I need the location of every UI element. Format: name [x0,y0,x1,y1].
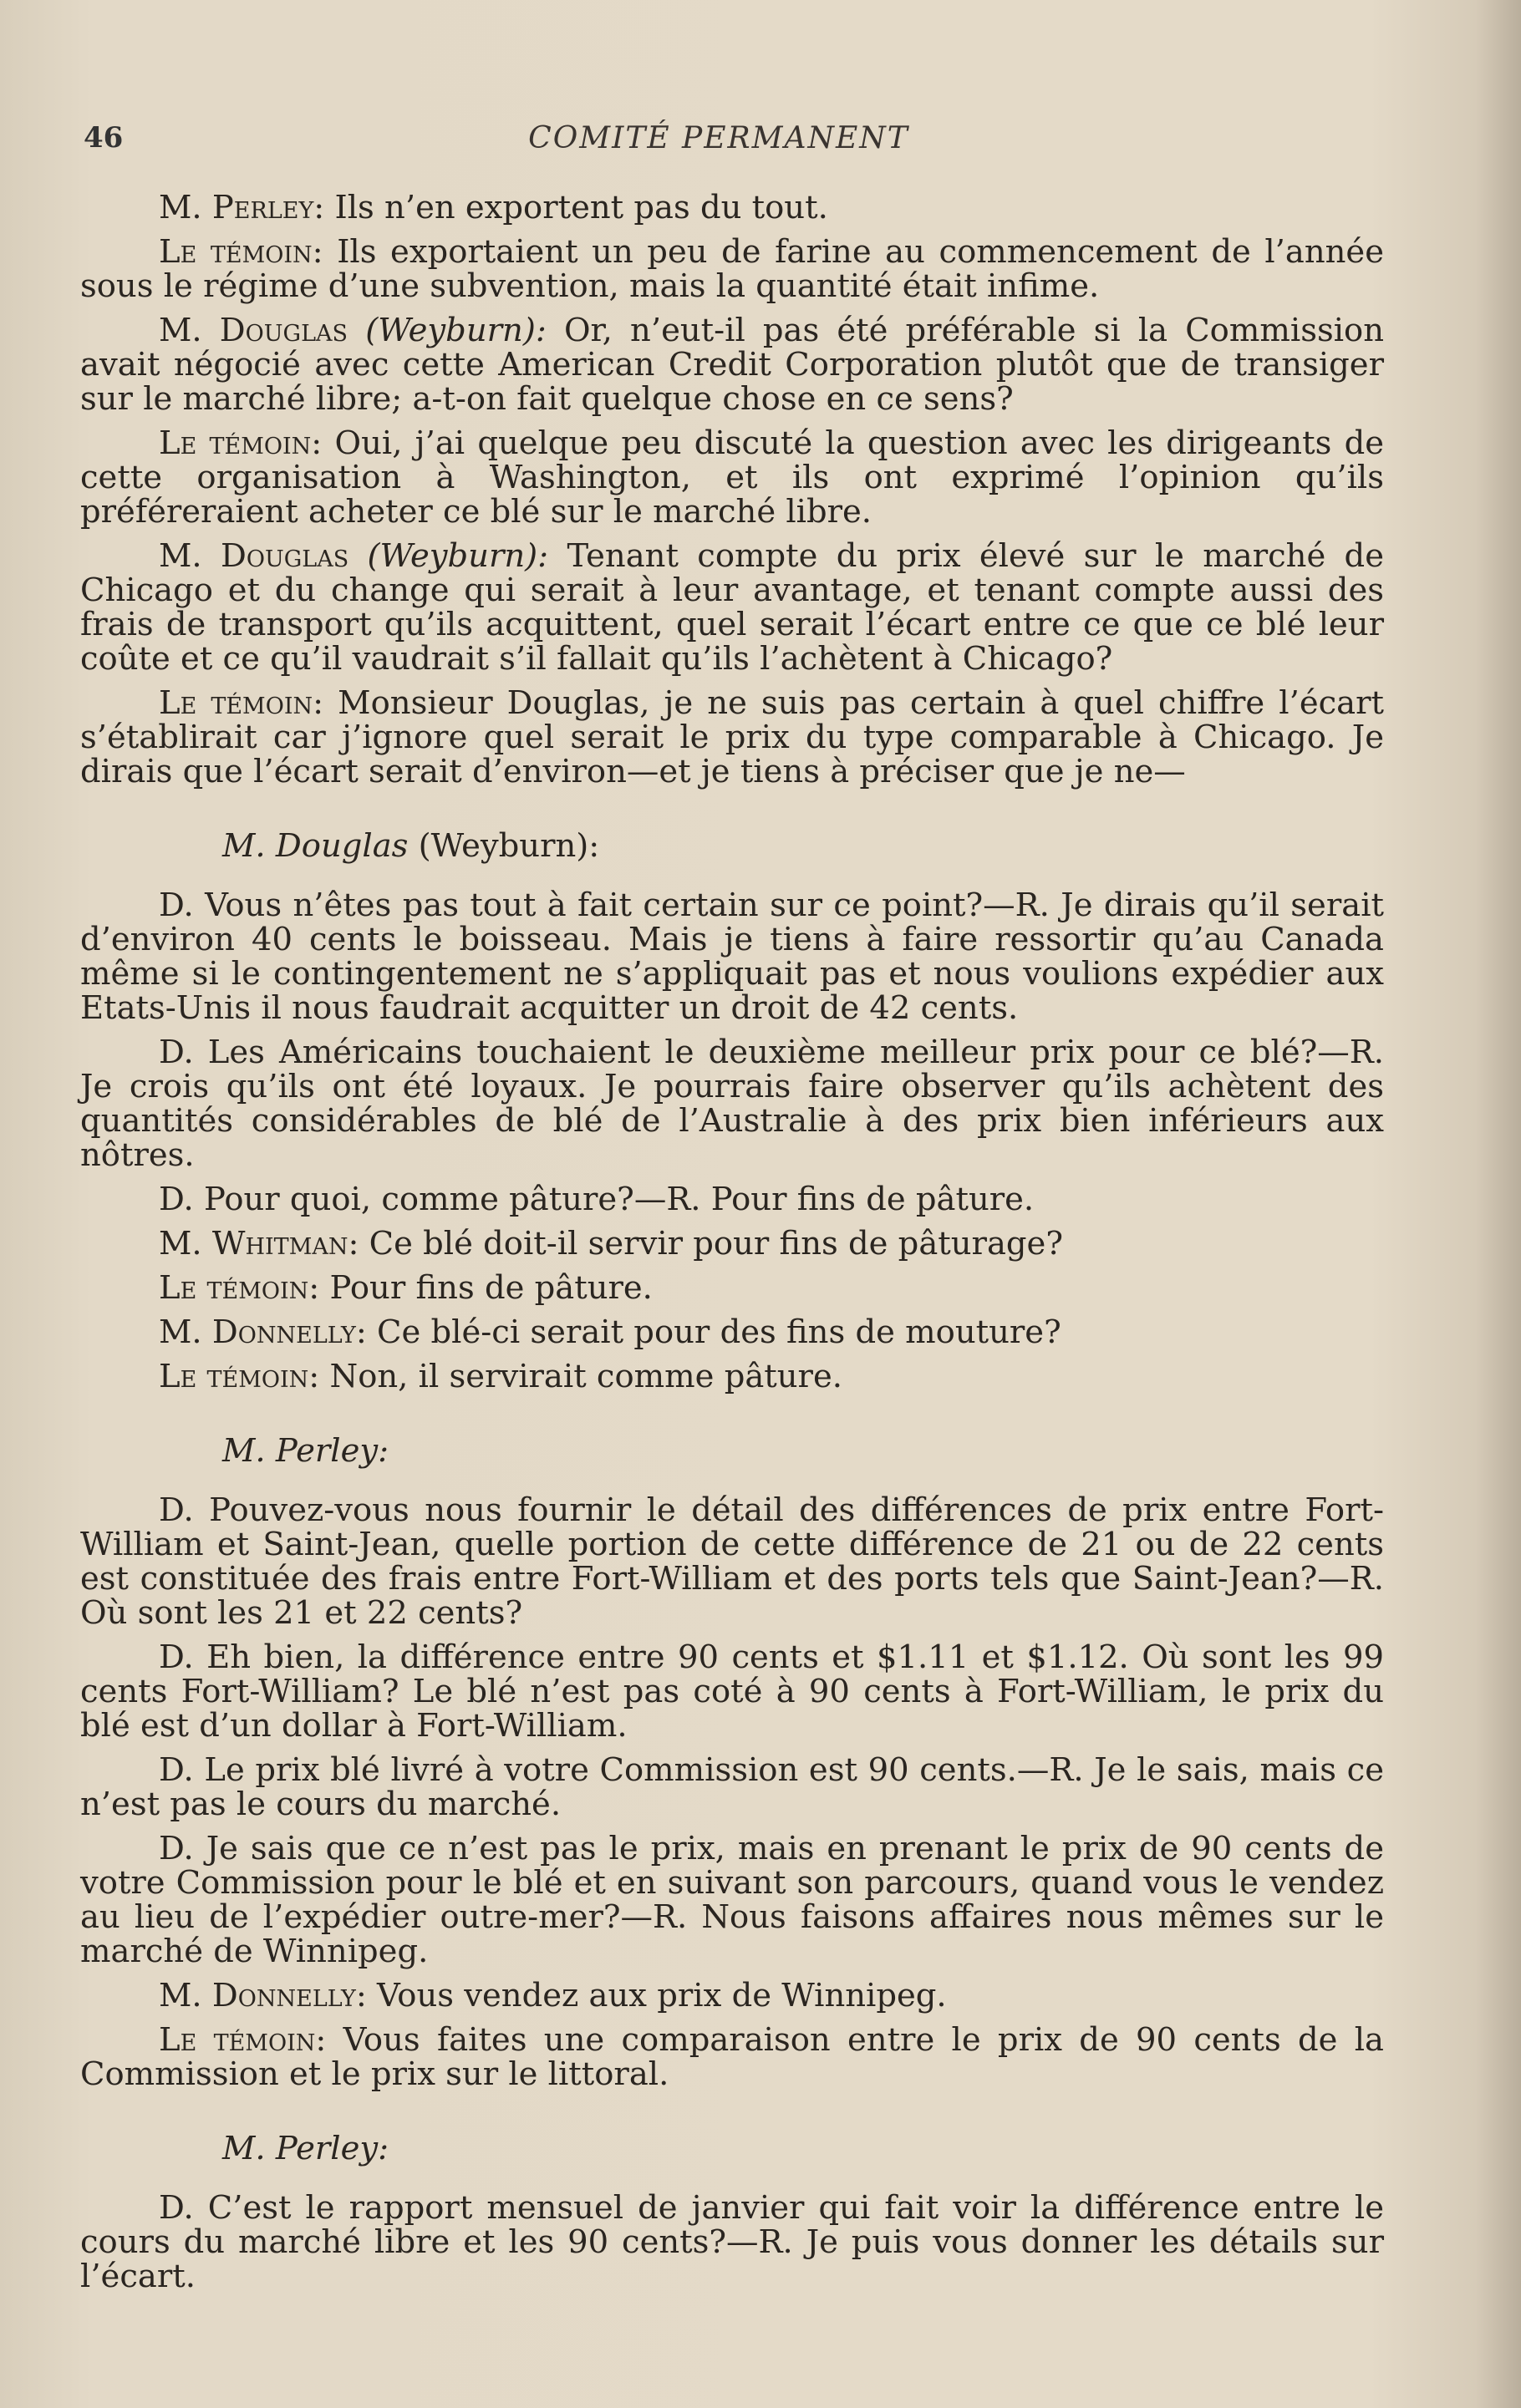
paragraph [80,1315,1384,1349]
paragraph-text: Tenant compte du prix élevé sur le marché de Chicago et du change qui serait à leur avantage, et tenant compte aussi des frais de transport qu’ils acquittent, quel serait l’écart entre ce que ce blé leur coûte et ce qu’il vaudrait s’il fallait qu’ils l’achètent à Chicago? [80,537,1384,678]
section-subheading [80,1434,1384,1468]
paragraph-text: D. Le prix blé livré à votre Commission est 90 cents.—R. Je le sais, mais ce n’est pas le cours du marché. [80,1751,1384,1823]
paragraph-text: Non, il servirait comme pâture. [319,1358,842,1395]
paragraph-text: D. C’est le rapport mensuel de janvier qui fait voir la différence entre le cours du marché libre et les 90 cents?—R. Je puis vous donner les détails sur l’écart. [80,2189,1384,2295]
paragraph [80,1979,1384,2013]
paragraph [80,1035,1384,1172]
paragraph [80,1182,1384,1217]
subheading-name: M. Perley: [222,2130,389,2167]
speaker-name: M. Whitman: [159,1225,359,1262]
section-subheading [80,2131,1384,2166]
paragraph-text: Oui, j’ai quelque peu discuté la question avec les dirigeants de cette organisation à Washington, et ils ont exprimé l’opinion qu’ils préféreraient acheter ce blé sur le marché libre. [80,424,1384,531]
paragraph-text: D. Vous n’êtes pas tout à fait certain sur ce point?—R. Je dirais qu’il serait d’environ 40 cents le boisseau. Mais je tiens à faire ressortir qu’au Canada même si le contingentement ne s’appliquait pas et nous voulions expédier aux Etats-Unis il nous faudrait acquitter un droit de 42 cents. [80,886,1384,1027]
page-number: 46 [84,121,124,155]
paragraph [80,1493,1384,1630]
paragraph-text: D. Je sais que ce n’est pas le prix, mais en prenant le prix de 90 cents de votre Commission pour le blé et en suivant son parcours, quand vous le vendez au lieu de l’expédier outre-mer?—R. Nous faisons affaires nous mêmes sur le marché de Winnipeg. [80,1830,1384,1970]
paragraph-text: Pour fins de pâture. [319,1269,653,1307]
paragraph [80,539,1384,676]
paragraph-text: D. Eh bien, la différence entre 90 cents et $1.11 et $1.12. Où sont les 99 cents Fort-William? Le blé n’est pas coté à 90 cents à Fort-William, le prix du blé est d’un dollar à Fort-William. [80,1638,1384,1745]
speaker-name: Le témoin: [159,1269,320,1307]
section-subheading [80,829,1384,863]
paragraph-text: D. Pouvez-vous nous fournir le détail des différences de prix entre Fort-William et Saint-Jean, quelle portion de cette différence de 21 ou de 22 cents est constituée des frais entre Fort-William et des ports tels que Saint-Jean?—R. Où sont les 21 et 22 cents? [80,1491,1384,1632]
document-body [80,191,1384,2304]
speaker-name: Le témoin: [159,684,324,722]
paragraph-text: Monsieur Douglas, je ne suis pas certain à quel chiffre l’écart s’établirait car j’ignore quel serait le prix du type comparable à Chicago. Je dirais que l’écart serait d’environ—et je tiens à préciser que je ne— [80,684,1384,790]
paragraph [80,2023,1384,2091]
paragraph-text: D. Les Américains touchaient le deuxième meilleur prix pour ce blé?—R. Je crois qu’ils ont été loyaux. Je pourrais faire observer qu’ils achètent des quantités considérables de blé de l’Australie à des prix bien inférieurs aux nôtres. [80,1034,1384,1174]
paragraph-text: Ils n’en exportent pas du tout. [324,189,828,226]
speaker-name: M. Perley: [159,189,325,226]
paragraph-text: D. Pour quoi, comme pâture?—R. Pour fins de pâture. [159,1181,1035,1218]
paragraph-text: Vous faites une comparaison entre le prix de 90 cents de la Commission et le prix sur le littoral. [80,2021,1384,2093]
subheading-name: M. Douglas [222,827,409,865]
paragraph [80,1640,1384,1743]
paragraph [80,313,1384,416]
paragraph [80,235,1384,303]
paragraph [80,1227,1384,1261]
speaker-name: M. Donnelly: [159,1313,367,1351]
paragraph [80,1831,1384,1969]
page-header [84,121,1354,163]
paragraph-text: Ce blé doit-il servir pour fins de pâturage? [359,1225,1063,1262]
paragraph [80,1359,1384,1394]
paragraph [80,1753,1384,1821]
paragraph-text: Vous vendez aux prix de Winnipeg. [366,1977,947,2014]
running-title: COMITÉ PERMANENT [528,121,909,155]
speaker-name: M. Douglas [159,537,349,575]
paragraph [80,686,1384,789]
paragraph [80,888,1384,1025]
speaker-name: Le témoin: [159,2021,327,2059]
speaker-name: Le témoin: [159,233,323,271]
paragraph [80,191,1384,225]
paragraph [80,1271,1384,1305]
speaker-riding: (Weyburn): [367,537,549,575]
paragraph-text: Ils exportaient un peu de farine au commencement de l’année sous le régime d’une subvention, mais la quantité était infime. [80,233,1384,305]
subheading-name: M. Perley: [222,1432,389,1470]
speaker-name: Le témoin: [159,1358,320,1395]
speaker-name: Le témoin: [159,424,323,462]
speaker-riding: (Weyburn): [365,312,547,349]
speaker-name: M. Donnelly: [159,1977,367,2014]
paragraph-text: Ce blé-ci serait pour des fins de mouture? [366,1313,1061,1351]
paragraph [80,2191,1384,2294]
paragraph-text: Or, n’eut-il pas été préférable si la Commission avait négocié avec cette American Credit Corporation plutôt que de transiger sur le marché libre; a-t-on fait quelque chose en ce sens? [80,312,1384,418]
speaker-name: M. Douglas [159,312,348,349]
paragraph [80,426,1384,529]
subheading-riding: (Weyburn): [408,827,600,865]
